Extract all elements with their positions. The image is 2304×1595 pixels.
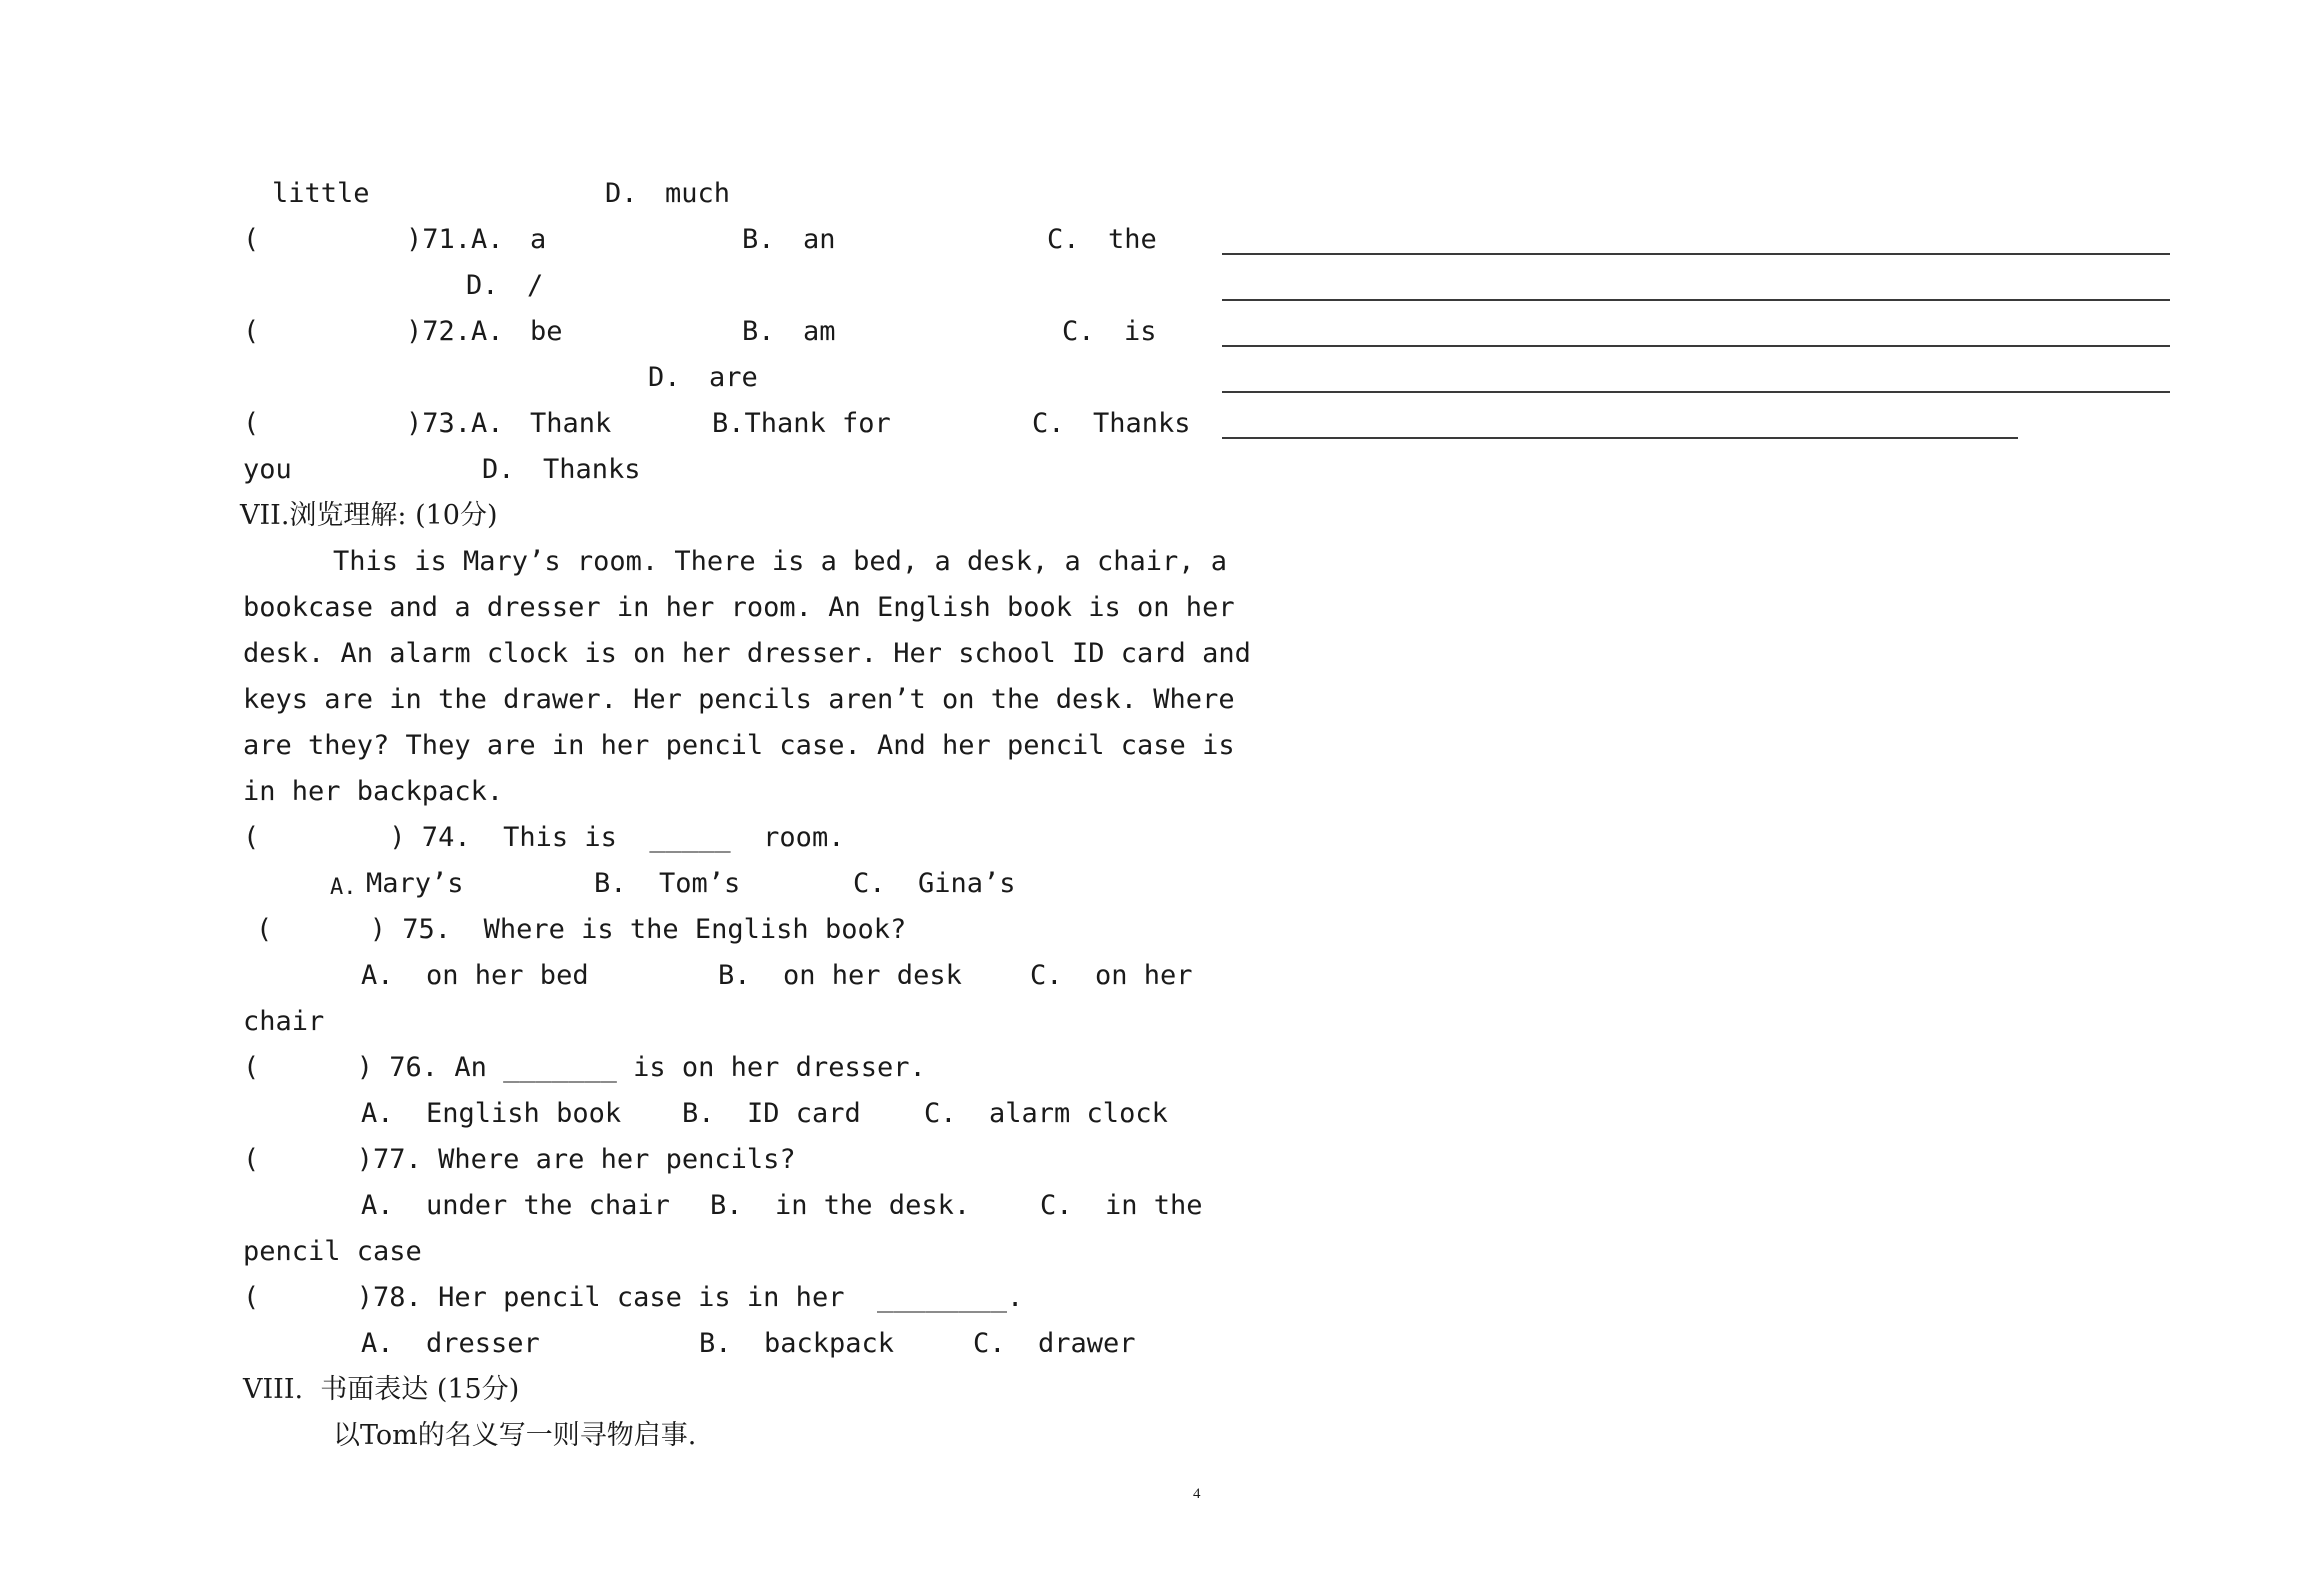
q77-option-a: A. under the chair bbox=[361, 1190, 670, 1221]
q72-option-b-label: B. bbox=[742, 316, 775, 347]
q71-option-a: a bbox=[530, 224, 547, 255]
q71-option-c-label: C. bbox=[1047, 224, 1080, 255]
q74-option-c: C. Gina’s bbox=[853, 868, 1016, 899]
q75-option-c-continued: chair bbox=[243, 1006, 325, 1037]
q76-option-a: A. English book bbox=[361, 1098, 622, 1129]
q73-option-c: Thanks bbox=[1093, 408, 1191, 439]
q73-option-a-continued: you bbox=[243, 454, 292, 485]
q74-option-a-label: A. bbox=[330, 875, 357, 900]
q76-option-c: C. alarm clock bbox=[924, 1098, 1168, 1129]
q78-option-a: A. dresser bbox=[361, 1328, 540, 1359]
q76-stem: ( ) 76. An _______ is on her dresser. bbox=[243, 1052, 926, 1083]
q71-option-c: the bbox=[1108, 224, 1157, 255]
q73-number: )73.A. bbox=[406, 408, 504, 439]
q72-answer-paren[interactable]: ( bbox=[243, 316, 260, 347]
q73-option-a: Thank bbox=[530, 408, 612, 439]
q72-option-c-label: C. bbox=[1062, 316, 1095, 347]
q72-option-d: are bbox=[709, 362, 758, 393]
q77-option-c: C. in the bbox=[1040, 1190, 1203, 1221]
q77-option-c-continued: pencil case bbox=[243, 1236, 422, 1267]
writing-answer-line[interactable] bbox=[1222, 299, 2170, 301]
q71-answer-paren[interactable]: ( bbox=[243, 224, 260, 255]
writing-answer-line[interactable] bbox=[1222, 253, 2170, 255]
passage-line-6: in her backpack. bbox=[243, 776, 504, 807]
q77-stem: ( )77. Where are her pencils? bbox=[243, 1144, 796, 1175]
q73-option-d-label: D. bbox=[482, 454, 515, 485]
page-number: 4 bbox=[1193, 1486, 1201, 1502]
passage-line-4: keys are in the drawer. Her pencils aren’t on the desk. Where bbox=[243, 684, 1235, 715]
writing-answer-line[interactable] bbox=[1222, 437, 2018, 439]
writing-answer-line[interactable] bbox=[1222, 345, 2170, 347]
q73-option-d: Thanks bbox=[543, 454, 641, 485]
q72-option-c: is bbox=[1124, 316, 1157, 347]
q70-option-c: little bbox=[272, 178, 370, 209]
q71-option-b-label: B. bbox=[742, 224, 775, 255]
q75-option-a: A. on her bed bbox=[361, 960, 589, 991]
q73-answer-paren[interactable]: ( bbox=[243, 408, 260, 439]
q70-option-d-label: D. bbox=[605, 178, 638, 209]
q75-option-b: B. on her desk bbox=[718, 960, 962, 991]
q77-option-b: B. in the desk. bbox=[710, 1190, 971, 1221]
q75-option-c: C. on her bbox=[1030, 960, 1193, 991]
writing-instruction: 以Tom的名义写一则寻物启事. bbox=[333, 1420, 697, 1451]
q71-option-b: an bbox=[803, 224, 836, 255]
q78-option-c: C. drawer bbox=[973, 1328, 1136, 1359]
reading-heading: VII.浏览理解: (10分) bbox=[240, 500, 498, 531]
writing-answer-line[interactable] bbox=[1222, 391, 2170, 393]
q71-number: )71.A. bbox=[406, 224, 504, 255]
passage-line-2: bookcase and a dresser in her room. An English book is on her bbox=[243, 592, 1235, 623]
q72-option-a: be bbox=[530, 316, 563, 347]
q78-stem: ( )78. Her pencil case is in her ________. bbox=[243, 1282, 1024, 1313]
q71-option-d: / bbox=[527, 270, 544, 301]
q71-option-d-label: D. bbox=[466, 270, 499, 301]
q74-stem: ( ) 74. This is _____ room. bbox=[243, 822, 845, 853]
q73-option-c-label: C. bbox=[1032, 408, 1065, 439]
q72-option-b: am bbox=[803, 316, 836, 347]
passage-line-1: This is Mary’s room. There is a bed, a desk, a chair, a bbox=[333, 546, 1228, 577]
q76-option-b: B. ID card bbox=[682, 1098, 861, 1129]
passage-line-5: are they? They are in her pencil case. And her pencil case is bbox=[243, 730, 1235, 761]
q75-stem: ( ) 75. Where is the English book? bbox=[256, 914, 907, 945]
q72-option-d-label: D. bbox=[648, 362, 681, 393]
q72-number: )72.A. bbox=[406, 316, 504, 347]
q73-option-b: B.Thank for bbox=[712, 408, 891, 439]
q70-option-d: much bbox=[665, 178, 731, 209]
passage-line-3: desk. An alarm clock is on her dresser. Her school ID card and bbox=[243, 638, 1251, 669]
q78-option-b: B. backpack bbox=[699, 1328, 895, 1359]
writing-heading: VIII. 书面表达 (15分) bbox=[243, 1374, 520, 1405]
q74-option-b: B. Tom’s bbox=[594, 868, 741, 899]
q74-option-a: Mary’s bbox=[366, 868, 464, 899]
